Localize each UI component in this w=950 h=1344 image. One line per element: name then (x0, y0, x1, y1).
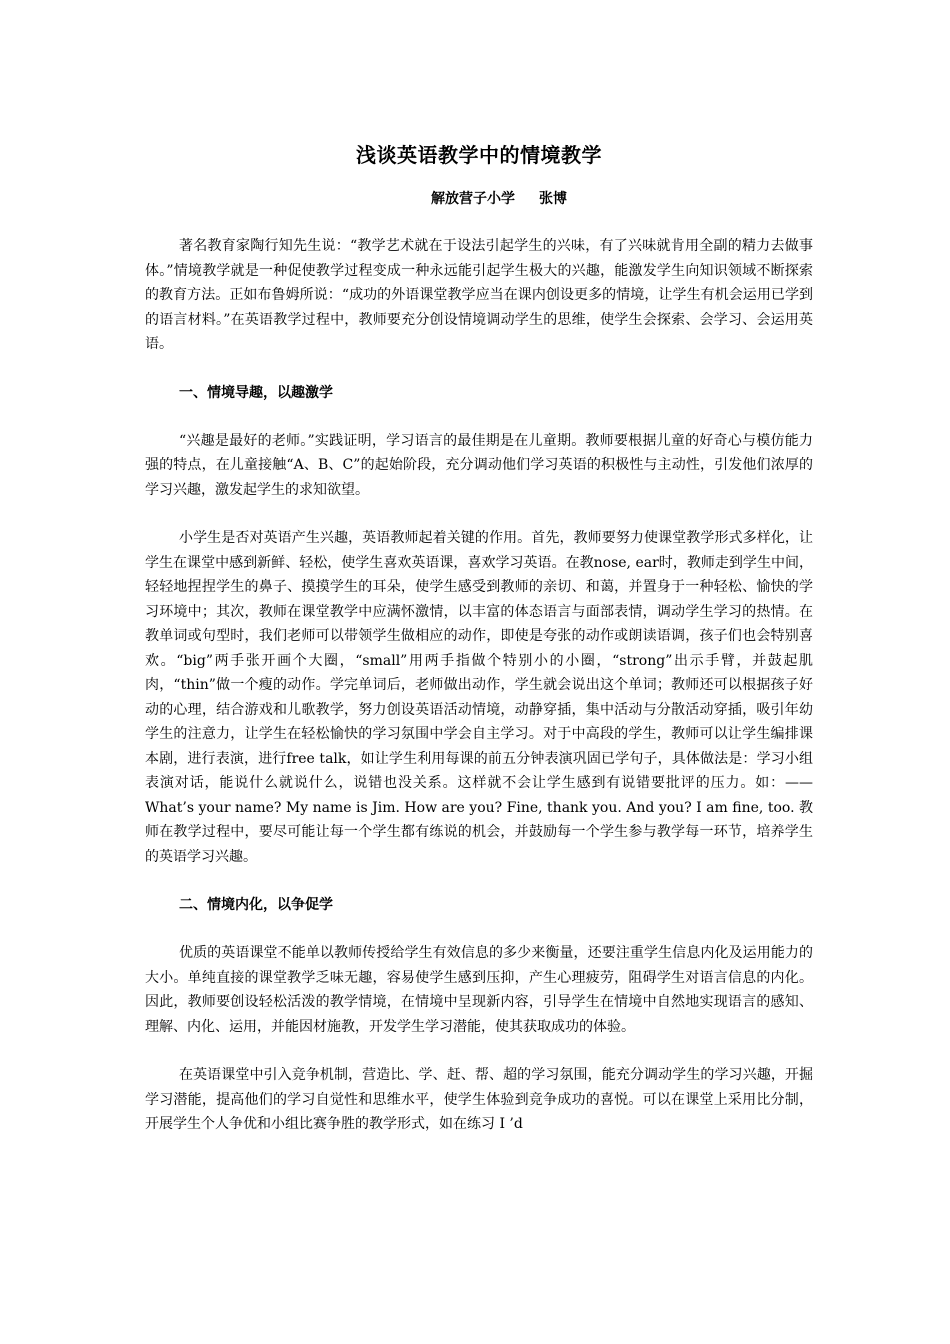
section-2-heading: 二、情境内化，以争促学 (179, 897, 333, 913)
author-name: 张博 (539, 191, 567, 207)
section-2-paragraph-1: 优质的英语课堂不能单以教师传授给学生有效信息的多少来衡量，还要注重学生信息内化及运用能力的大小。单纯直接的课堂教学乏味无趣，容易使学生感到压抑，产生心理疲劳，阻碍学生对语言信息的内化。因此，教师要创设轻松活泼的教学情境，在情境中呈现新内容，引导学生在情境中自然地实现语言的感知、理解、内化、运用，并能因材施教，开发学生学习潜能，使其获取成功的体验。 (145, 945, 813, 1035)
section-1-heading: 一、情境导趣，以趣激学 (179, 384, 333, 401)
author-school: 解放营子小学 (431, 191, 515, 207)
document-page (145, 140, 813, 1137)
section-2-paragraph-2: 在英语课堂中引入竞争机制，营造比、学、赶、帮、超的学习氛围，能充分调动学生的学习兴趣，开掘学习潜能，提高他们的学习自觉性和思维水平，使学生体验到竞争成功的喜悦。可以在课堂上采用比分制，开展学生个人争优和小组比赛争胜的教学形式，如在练习 I ’d (145, 1067, 813, 1132)
section-1-paragraph-2: 小学生是否对英语产生兴趣，英语教师起着关键的作用。首先，教师要努力使课堂教学形式多样化，让学生在课堂中感到新鲜、轻松，使学生喜欢英语课，喜欢学习英语。在教nose, ear时，教师走到学生中间，轻轻地捏捏学生的鼻子、摸摸学生的耳朵，使学生感受到教师的亲切、和蔼，并置身于一种轻松、愉快的学习环境中；其次，教师在课堂教学中应满怀激情，以丰富的体态语言与面部表情，调动学生学习的热情。在教单词或句型时，我们老师可以带领学生做相应的动作，即使是夸张的动作或朗读语调，孩子们也会特别喜欢。“big”两手张开画个大圈，“small”用两手指做个特别小的小圈，“strong”出示手臂，并鼓起肌肉，“thin”做一个瘦的动作。学完单词后，老师做出动作，学生就会说出这个单词；教师还可以根据孩子好动的心理，结合游戏和儿歌教学，努力创设英语活动情境，动静穿插，集中活动与分散活动穿插，吸引年幼学生的注意力，让学生在轻松愉快的学习氛围中学会自主学习。对于中高段的学生，教师可以让学生编排课本剧，进行表演，进行free talk，如让学生利用每课的前五分钟表演巩固已学句子，具体做法是：学习小组表演对话，能说什么就说什么，说错也没关系。这样就不会让学生感到有说错要批评的压力。如：—— What’s your name? My name is Jim. How are you? Fine, thank you. And you? I am fine, too. 教师在教学过程中，要尽可能让每一个学生都有练说的机会，并鼓励每一个学生参与教学每一环节，培养学生的英语学习兴趣。 (145, 530, 813, 865)
document-title: 浅谈英语教学中的情境教学 (356, 143, 602, 167)
section-1-paragraph-1: “兴趣是最好的老师。”实践证明，学习语言的最佳期是在儿童期。教师要根据儿童的好奇心与模仿能力强的特点，在儿童接触“A、B、C”的起始阶段，充分调动他们学习英语的积极性与主动性，引发他们浓厚的学习兴趣，激发起学生的求知欲望。 (145, 432, 813, 498)
intro-paragraph: 著名教育家陶行知先生说：“教学艺术就在于设法引起学生的兴味，有了兴味就肯用全副的精力去做事体。”情境教学就是一种促使教学过程变成一种永远能引起学生极大的兴趣，能激发学生向知识领域不断探索的教育方法。正如布鲁姆所说：“成功的外语课堂教学应当在课内创设更多的情境，让学生有机会运用已学到的语言材料。”在英语教学过程中，教师要充分创设情境调动学生的思维，使学生会探索、会学习、会运用英语。 (145, 238, 813, 352)
author-line (145, 188, 813, 210)
